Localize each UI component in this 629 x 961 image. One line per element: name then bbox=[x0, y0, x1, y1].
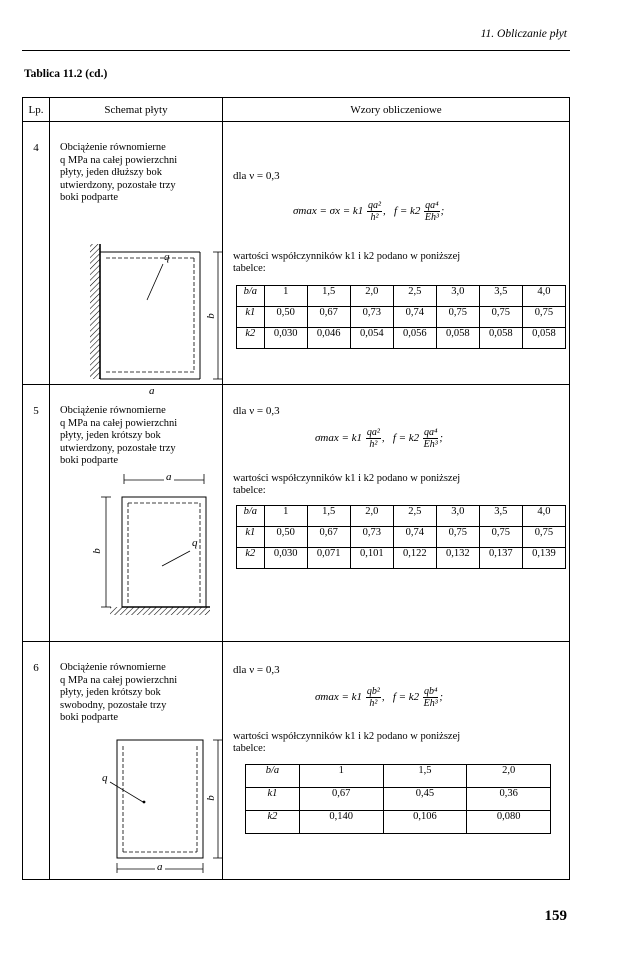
schema-cell bbox=[50, 385, 223, 642]
dim-label-b: b bbox=[204, 313, 217, 319]
load-label-q: q bbox=[192, 537, 198, 549]
header-rule bbox=[22, 50, 570, 51]
plate-description: Obciążenie równomierne q MPa na całej powierzchni płyty, jeden dłuższy bok utwierdzony, pozostałe trzy boki podparte bbox=[60, 142, 178, 203]
coefficient-table: b/a 1 1,5 2,0 2,5 3,0 3,5 4,0 k1 0,50 0,67 0,73 0,74 0,75 0,75 0,75 k2 0,030 0,046 0,054 0,056 0,058 0,058 0,058 bbox=[236, 285, 566, 349]
coefficient-table: b/a 1 1,5 2,0 k1 0,67 0,45 0,36 k2 0,140 0,106 0,080 bbox=[245, 764, 551, 834]
stress-deflection-formula: σmax = k1 $\frac{\text{qb²}}{\text{h²}}$ , f = k2 $\frac{\text{qb⁴}}{\text{Eh³}}$ ; bbox=[315, 686, 444, 709]
table-title: Tablica 11.2 (cd.) bbox=[24, 68, 108, 80]
row-number: 5 bbox=[23, 385, 50, 642]
col-header-schema: Schemat płyty bbox=[50, 98, 223, 122]
page-number: 159 bbox=[544, 908, 567, 924]
plate-description: Obciążenie równomierne q MPa na całej powierzchni płyty, jeden krótszy bok utwierdzony, pozostałe trzy boki podparte bbox=[60, 405, 178, 466]
col-header-formulas: Wzory obliczeniowe bbox=[223, 98, 570, 122]
dim-label-a: a bbox=[166, 471, 172, 483]
poisson-condition: dla ν = 0,3 bbox=[233, 405, 280, 417]
plate-diagram bbox=[50, 385, 222, 642]
plate-diagram bbox=[50, 122, 222, 385]
stress-deflection-formula: σmax = k1 $\frac{\text{qa²}}{\text{h²}}$ , f = k2 $\frac{\text{qa⁴}}{\text{Eh³}}$ ; bbox=[315, 427, 444, 450]
coefficient-table: b/a 1 1,5 2,0 2,5 3,0 3,5 4,0 k1 0,50 0,67 0,73 0,74 0,75 0,75 0,75 k2 0,030 0,071 0,101 0,122 0,132 0,137 0,139 bbox=[236, 505, 566, 569]
poisson-condition: dla ν = 0,3 bbox=[233, 170, 280, 182]
running-header: 11. Obliczanie płyt bbox=[480, 28, 567, 40]
coefficients-note: wartości współczynników k1 i k2 podano w poniższej tabelce: bbox=[233, 473, 461, 496]
plate-diagram bbox=[50, 642, 222, 880]
formula-cell bbox=[223, 122, 570, 385]
table-row bbox=[23, 385, 570, 642]
coefficients-note: wartości współczynników k1 i k2 podano w poniższej tabelce: bbox=[233, 731, 461, 754]
load-label-q: q bbox=[164, 251, 170, 263]
row-number: 4 bbox=[23, 122, 50, 385]
schema-cell bbox=[50, 122, 223, 397]
load-label-q: q bbox=[102, 772, 108, 784]
dim-label-a: a bbox=[149, 385, 155, 397]
col-header-lp: Lp. bbox=[23, 98, 50, 122]
formula-cell bbox=[223, 385, 570, 642]
clamped-edge-hatch bbox=[110, 607, 210, 615]
stress-deflection-formula: σmax = σx = k1 $\frac{\text{qa²}}{\text{h²}}$ , f = k2 $\frac{\text{qa⁴}}{\text{Eh³}}$ ; bbox=[293, 200, 445, 223]
row-number: 6 bbox=[23, 642, 50, 880]
coefficients-note: wartości współczynników k1 i k2 podano w poniższej tabelce: bbox=[233, 251, 461, 274]
main-table bbox=[22, 97, 570, 880]
table-row bbox=[23, 642, 570, 880]
poisson-condition: dla ν = 0,3 bbox=[233, 664, 280, 676]
dim-label-b: b bbox=[90, 548, 103, 554]
dim-label-a: a bbox=[157, 861, 163, 873]
clamped-edge-hatch bbox=[90, 244, 100, 379]
table-row bbox=[23, 122, 570, 385]
plate-description: Obciążenie równomierne q MPa na całej powierzchni płyty, jeden krótszy bok swobodny, pozostałe trzy boki podparte bbox=[60, 662, 178, 723]
formula-cell bbox=[223, 642, 570, 880]
schema-cell bbox=[50, 642, 223, 880]
dim-label-b: b bbox=[204, 795, 217, 801]
